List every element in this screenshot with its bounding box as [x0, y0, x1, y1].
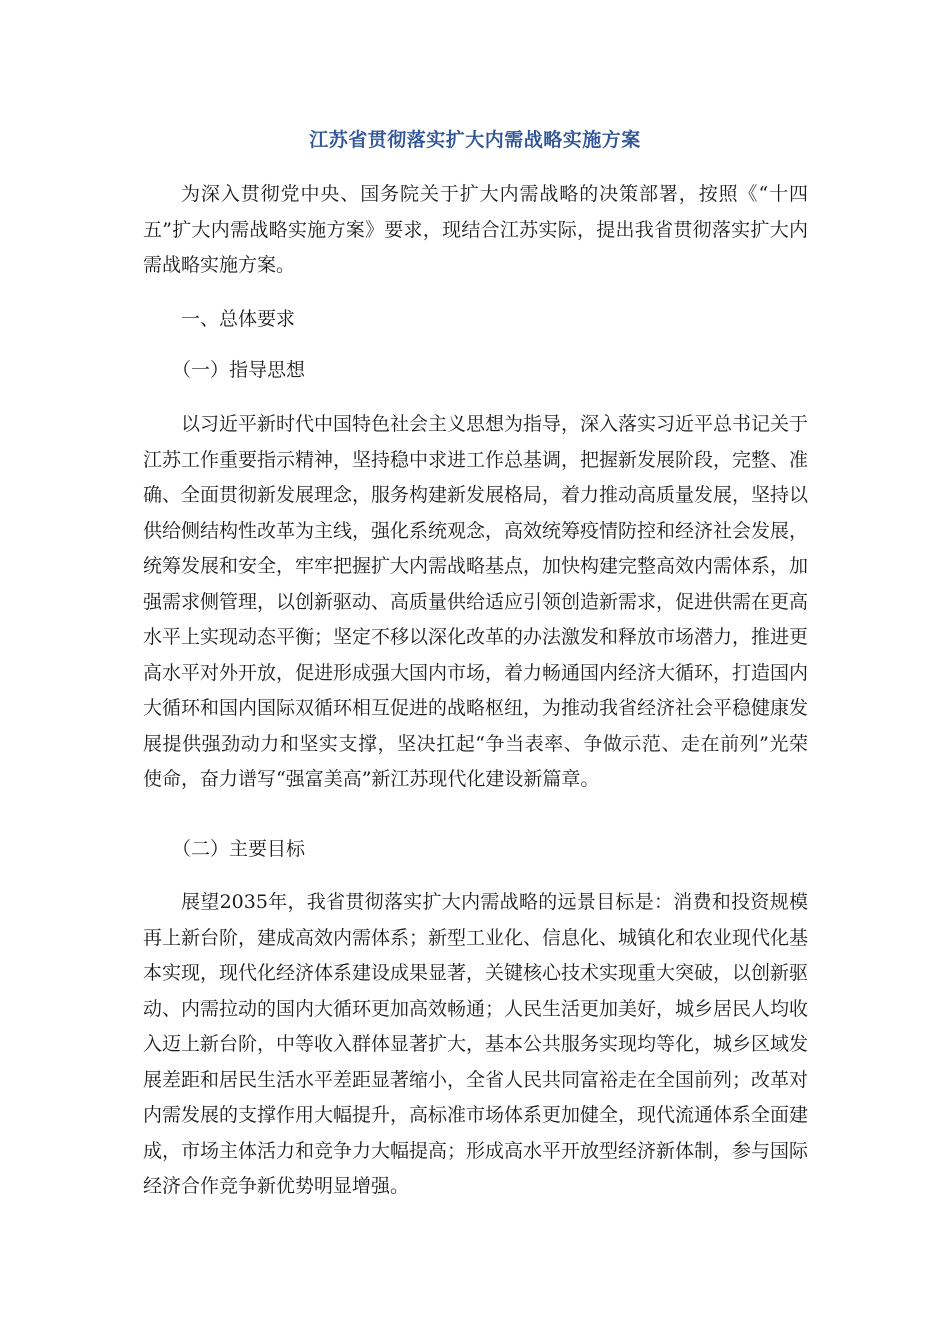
subsection-heading-guiding-ideology: （一）指导思想 [172, 359, 306, 381]
section-heading-general-requirements: 一、总体要求 [181, 308, 296, 330]
guiding-ideology-paragraph: 以习近平新时代中国特色社会主义思想为指导，深入落实习近平总书记关于江苏工作重要指示精神，坚持稳中求进工作总基调，把握新发展阶段，完整、准确、全面贯彻新发展理念，服务构建新发展格局，着力推动高质量发展，坚持以供给侧结构性改革为主线，强化系统观念，高效统筹疫情防控和经济社会发展，统筹发展和安全，牢牢把握扩大内需战略基点，加快构建完整高效内需体系，加强需求侧管理，以创新驱动、高质量供给适应引领创造新需求，促进供需在更高水平上实现动态平衡；坚定不移以深化改革的办法激发和释放市场潜力，推进更高水平对外开放，促进形成强大国内市场，着力畅通国内经济大循环，打造国内大循环和国内国际双循环相互促进的战略枢纽，为推动我省经济社会平稳健康发展提供强劲动力和坚实支撑，坚决扛起“争当表率、争做示范、走在前列”光荣使命，奋力谱写“强富美高”新江苏现代化建设新篇章。 [143, 413, 809, 790]
intro-paragraph: 为深入贯彻党中央、国务院关于扩大内需战略的决策部署，按照《“十四五”扩大内需战略实施方案》要求，现结合江苏实际，提出我省贯彻落实扩大内需战略实施方案。 [143, 183, 808, 276]
document-title: 江苏省贯彻落实扩大内需战略实施方案 [309, 129, 641, 151]
subsection-heading-main-goals: （二）主要目标 [172, 838, 306, 860]
main-goals-paragraph: 展望2035年，我省贯彻落实扩大内需战略的远景目标是：消费和投资规模再上新台阶，建成高效内需体系；新型工业化、信息化、城镇化和农业现代化基本实现，现代化经济体系建设成果显著，关键核心技术实现重大突破，以创新驱动、内需拉动的国内大循环更加高效畅通；人民生活更加美好，城乡居民人均收入迈上新台阶，中等收入群体显著扩大，基本公共服务实现均等化，城乡区域发展差距和居民生活水平差距显著缩小，全省人民共同富裕走在全国前列；改革对内需发展的支撑作用大幅提升，高标准市场体系更加健全，现代流通体系全面建成，市场主体活力和竞争力大幅提高；形成高水平开放型经济新体制，参与国际经济合作竞争新优势明显增强。 [143, 891, 809, 1197]
